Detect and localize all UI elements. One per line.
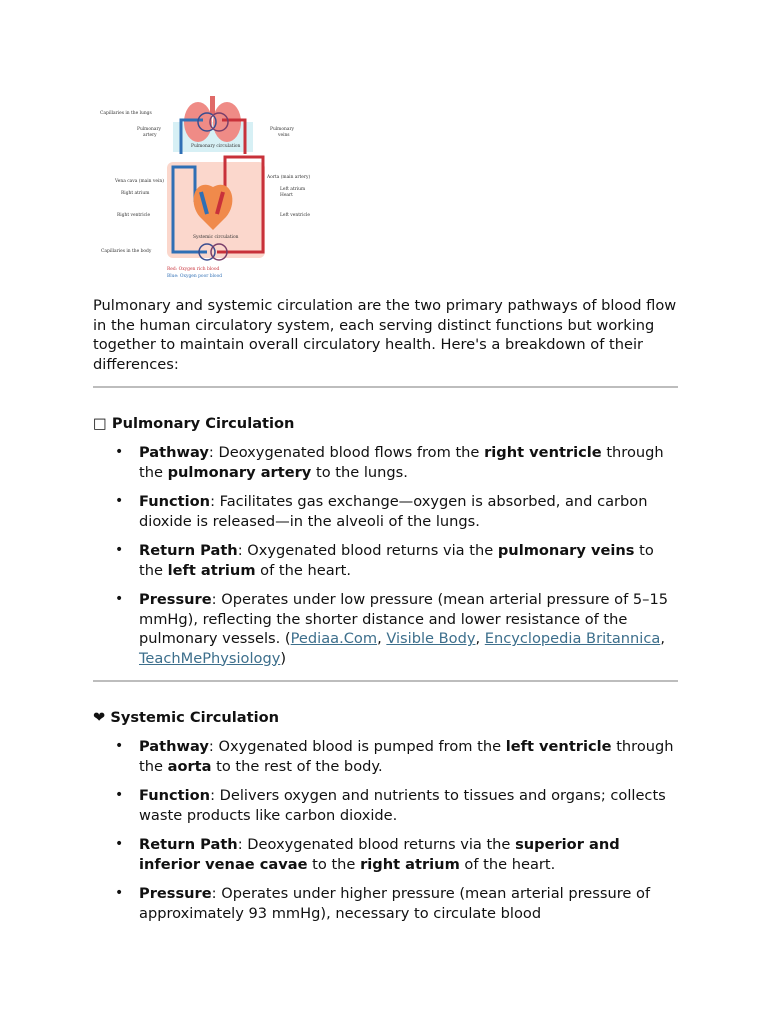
label-aorta: Aorta (main artery) bbox=[267, 175, 311, 180]
item-text: to the bbox=[139, 542, 654, 579]
item-text: to the lungs. bbox=[311, 463, 408, 481]
source-link-pediaa[interactable]: Pediaa.Com bbox=[290, 630, 378, 647]
label-right-atrium: Right atrium bbox=[121, 191, 150, 196]
list-item bbox=[139, 884, 678, 923]
item-label: Return Path bbox=[139, 836, 238, 853]
systemic-title: Systemic Circulation bbox=[110, 709, 280, 726]
right-lung bbox=[213, 102, 241, 142]
item-bold: aorta bbox=[167, 757, 212, 775]
label-pulmonary-veins-1: Pulmonary bbox=[270, 127, 295, 132]
list-item bbox=[139, 786, 678, 825]
item-label: Function bbox=[139, 787, 211, 804]
item-text: through the bbox=[139, 444, 664, 481]
link-separator: , bbox=[660, 630, 665, 647]
item-text: to the rest of the body. bbox=[211, 757, 383, 775]
source-link-visible-body[interactable]: Visible Body bbox=[386, 630, 476, 647]
pulmonary-title: Pulmonary Circulation bbox=[111, 415, 295, 432]
item-text: : Oxygenated blood returns via the bbox=[237, 542, 498, 559]
item-text: of the heart. bbox=[255, 561, 351, 579]
link-separator: , bbox=[377, 630, 387, 647]
label-capillaries-lungs: Capillaries in the lungs bbox=[100, 111, 152, 116]
label-left-atrium: Left atrium bbox=[280, 187, 306, 192]
item-text: ) bbox=[280, 649, 287, 667]
label-pulmonary-veins-2: veins bbox=[278, 133, 290, 138]
label-pulmonary-artery-2: artery bbox=[143, 133, 157, 138]
item-bold: pulmonary artery bbox=[167, 463, 312, 481]
intro-paragraph: Pulmonary and systemic circulation are the two primary pathways of blood flow in the human circulatory system, each serving distinct functions but working together to maintain overall circulatory health. Here's a breakdown of their differences: bbox=[93, 297, 677, 373]
list-item bbox=[139, 835, 678, 874]
list-item bbox=[139, 590, 678, 668]
item-label: Function bbox=[139, 493, 211, 510]
systemic-list bbox=[93, 737, 678, 923]
item-bold: left ventricle bbox=[505, 738, 612, 755]
label-left-ventricle: Left ventricle bbox=[280, 213, 310, 218]
item-bold: right ventricle bbox=[484, 444, 602, 461]
item-label: Pressure bbox=[139, 591, 212, 608]
divider-1 bbox=[93, 386, 678, 388]
circulation-diagram-svg bbox=[95, 92, 320, 282]
legend-red: Red: Oxygen rich blood bbox=[167, 267, 220, 272]
label-pulmonary-artery-1: Pulmonary bbox=[137, 127, 162, 132]
item-text: to the bbox=[307, 855, 361, 873]
item-text: through the bbox=[139, 738, 674, 775]
item-text: : Deoxygenated blood flows from the bbox=[208, 444, 485, 461]
label-capillaries-body: Capillaries in the body bbox=[101, 249, 152, 254]
legend-blue: Blue: Oxygen poor blood bbox=[167, 274, 223, 279]
article-content bbox=[93, 296, 678, 923]
label-vena-cava: Vena cava (main vein) bbox=[115, 179, 164, 184]
item-label: Pathway bbox=[139, 738, 209, 755]
list-item bbox=[139, 737, 678, 776]
label-pulmonary-circulation: Pulmonary circulation bbox=[191, 144, 241, 149]
list-item bbox=[139, 492, 678, 531]
item-text: : Oxygenated blood is pumped from the bbox=[208, 738, 506, 755]
list-item bbox=[139, 443, 678, 482]
item-bold: superior and inferior venae cavae bbox=[139, 836, 620, 873]
divider-2 bbox=[93, 680, 678, 682]
pulmonary-heading bbox=[93, 414, 678, 433]
label-right-ventricle: Right ventricle bbox=[117, 213, 151, 218]
link-separator: , bbox=[475, 630, 485, 647]
pulmonary-list bbox=[93, 443, 678, 668]
item-label: Pathway bbox=[139, 444, 209, 461]
label-systemic-circulation: Systemic circulation bbox=[193, 235, 239, 240]
source-link-teachmephysiology[interactable]: TeachMePhysiology bbox=[139, 649, 281, 667]
item-bold: pulmonary veins bbox=[497, 542, 635, 559]
square-icon: □ bbox=[93, 415, 107, 432]
systemic-heading bbox=[93, 708, 678, 727]
item-text: : Facilitates gas exchange—oxygen is absorbed, and carbon dioxide is released—in the alveoli of the lungs. bbox=[139, 493, 648, 530]
item-text: : Delivers oxygen and nutrients to tissues and organs; collects waste products like carbon dioxide. bbox=[139, 787, 666, 824]
list-item bbox=[139, 541, 678, 580]
item-text: : Operates under low pressure (mean arterial pressure of 5–15 mmHg), reflecting the shorter distance and lower resistance of the pulmonary vessels. ( bbox=[139, 591, 669, 647]
circulation-diagram bbox=[95, 92, 320, 282]
label-heart: Heart bbox=[280, 193, 293, 198]
trachea bbox=[210, 96, 215, 114]
heart-icon: ❤ bbox=[93, 709, 106, 726]
item-bold: right atrium bbox=[360, 855, 460, 873]
item-label: Return Path bbox=[139, 542, 238, 559]
source-link-britannica[interactable]: Encyclopedia Britannica bbox=[484, 630, 661, 647]
item-text: of the heart. bbox=[459, 855, 556, 873]
item-bold: left atrium bbox=[167, 561, 256, 579]
item-text: : Operates under higher pressure (mean arterial pressure of approximately 93 mmHg), necessary to circulate blood bbox=[139, 885, 651, 922]
item-label: Pressure bbox=[139, 885, 212, 902]
item-text: : Deoxygenated blood returns via the bbox=[237, 836, 516, 853]
